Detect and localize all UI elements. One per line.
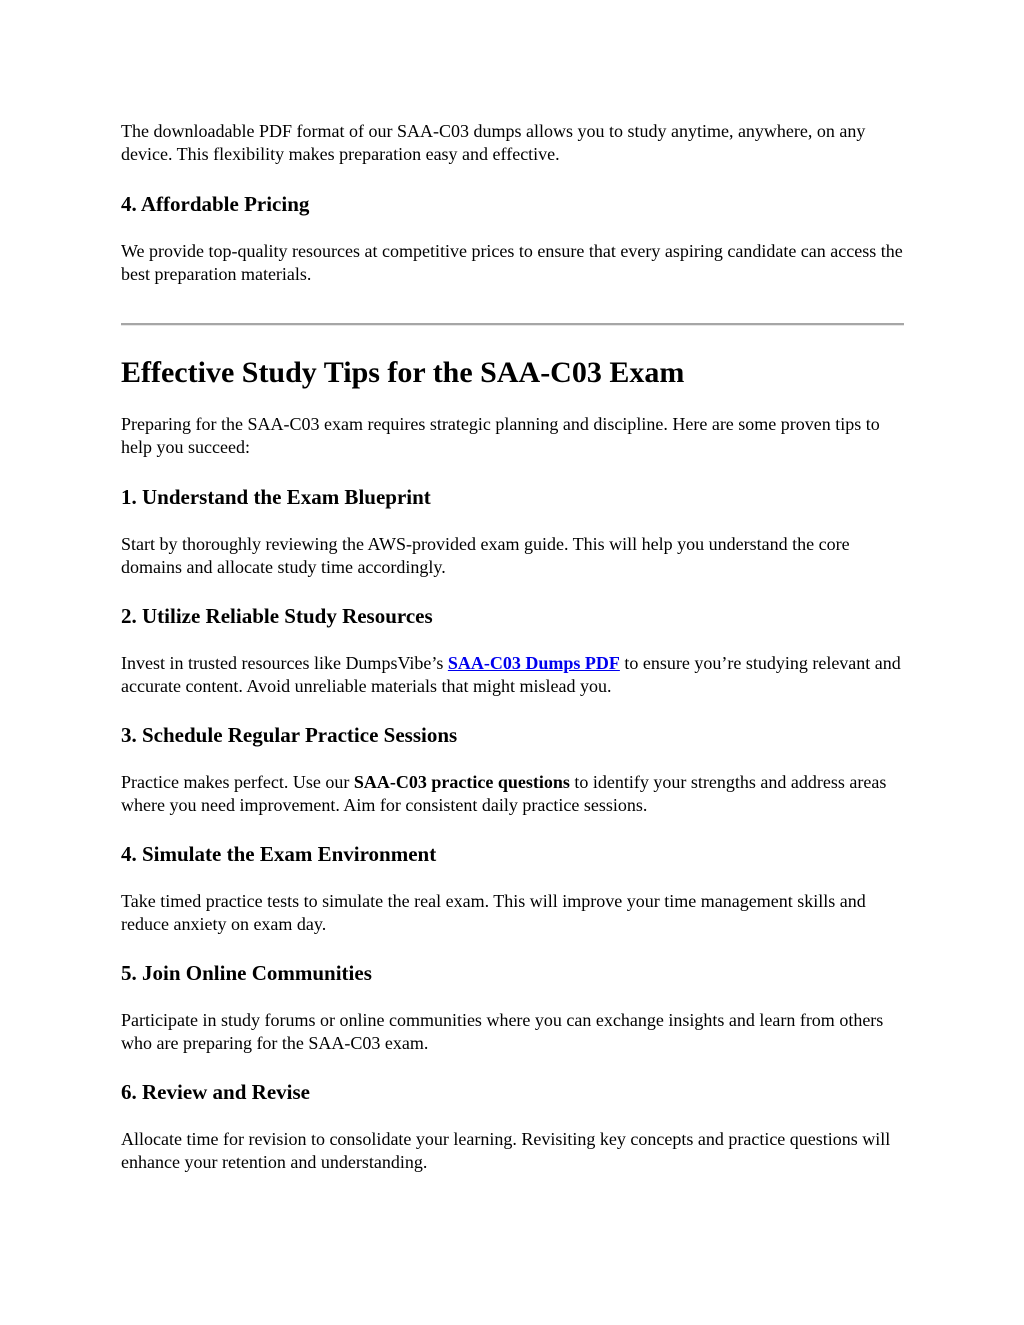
tip-4-heading: 4. Simulate the Exam Environment <box>121 842 437 866</box>
section-intro: Preparing for the SAA-C03 exam requires strategic planning and discipline. Here are some proven tips to help you succeed: <box>121 414 880 457</box>
pricing-heading: 4. Affordable Pricing <box>121 192 310 216</box>
tip-6-paragraph: Allocate time for revision to consolidate your learning. Revisiting key concepts and practice questions will enhance your retention and understanding. <box>121 1129 891 1172</box>
tip-3-text-after: to identify your strengths and address areas where you need improvement. Aim for consistent daily practice sessions. <box>121 772 887 815</box>
tip-2-paragraph <box>121 652 904 698</box>
tip-3-heading: 3. Schedule Regular Practice Sessions <box>121 723 458 747</box>
section-title: Effective Study Tips for the SAA-C03 Exam <box>121 356 685 389</box>
tip-5-heading: 5. Join Online Communities <box>121 961 372 985</box>
tip-4-paragraph: Take timed practice tests to simulate the real exam. This will improve your time management skills and reduce anxiety on exam day. <box>121 891 866 934</box>
saa-c03-dumps-pdf-link[interactable]: SAA-C03 Dumps PDF <box>447 653 620 673</box>
tip-3-paragraph <box>121 771 904 817</box>
practice-questions-bold: SAA-C03 practice questions <box>353 772 570 792</box>
tip-2-text-before: Invest in trusted resources like DumpsVibe’s <box>121 653 448 673</box>
intro-paragraph: The downloadable PDF format of our SAA-C03 dumps allows you to study anytime, anywhere, on any device. This flexibility makes preparation easy and effective. <box>121 121 866 164</box>
tip-3-text-before: Practice makes perfect. Use our <box>121 772 354 792</box>
tip-1-paragraph: Start by thoroughly reviewing the AWS-provided exam guide. This will help you understand the core domains and allocate study time accordingly. <box>121 534 850 577</box>
tip-6-heading: 6. Review and Revise <box>121 1080 310 1104</box>
tip-2-heading: 2. Utilize Reliable Study Resources <box>121 604 433 628</box>
horizontal-rule <box>121 323 904 326</box>
tip-2-text-after: to ensure you’re studying relevant and accurate content. Avoid unreliable materials that might mislead you. <box>121 653 901 696</box>
tip-5-paragraph: Participate in study forums or online communities where you can exchange insights and learn from others who are preparing for the SAA-C03 exam. <box>121 1010 884 1053</box>
pricing-paragraph: We provide top-quality resources at competitive prices to ensure that every aspiring candidate can access the best preparation materials. <box>121 241 903 284</box>
tip-1-heading: 1. Understand the Exam Blueprint <box>121 485 431 509</box>
